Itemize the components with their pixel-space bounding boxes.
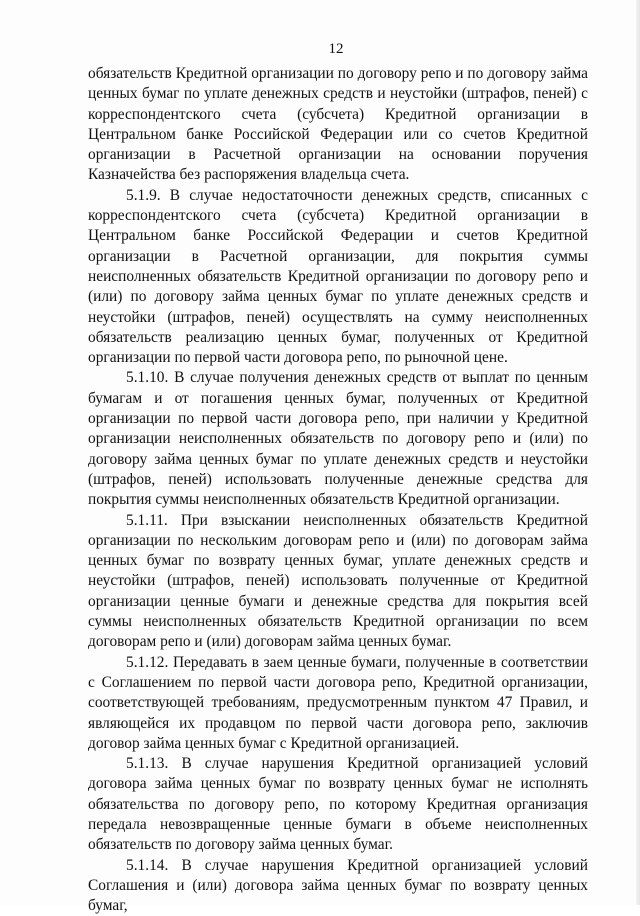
clause-number: 5.1.13. — [126, 755, 169, 773]
paragraph-text: В случае недостаточности денежных средств, списанных с корреспондентского счета (субсчета) Кредитной организации в Центральном банке Российской Федерации и счетов Кредитной организации в Расчетной организации, для покрытия суммы неисполненных обязательств Кредитной организации по договору репо и (или) по договору займа ценных бумаг по уплате денежных средств и неустойки (штрафов, пеней) осуществлять на сумму неисполненных обязательств реализацию ценных бумаг, полученных от Кредитной организации по первой части договора репо, по рыночной цене. — [88, 186, 588, 367]
clause-number: 5.1.11. — [126, 511, 168, 529]
paragraph-text: обязательств Кредитной организации по договору репо и по договору займа ценных бумаг по уплате денежных средств и неустойки (штрафов, пеней) с корреспондентского счета (субсчета) Кредитной организации в Центральном банке Российской Федерации или со счетов Кредитной организации в Расчетной организации на основании поручения Казначейства без распоряжения владельца счета. — [88, 65, 588, 184]
clause-number: 5.1.10. — [126, 369, 169, 387]
clause-number: 5.1.14. — [126, 856, 169, 874]
document-body — [88, 64, 588, 916]
paragraph-text: В случае нарушения Кредитной организацией условий договора займа ценных бумаг по возврату ценных бумаг не исполнять обязательства по договору репо, по которому Кредитная организация передала невозвращенные ценные бумаги в объеме неисполненных обязательств по договору займа ценных бумаг. — [88, 755, 588, 854]
paragraph-text: При взыскании неисполненных обязательств Кредитной организации по нескольким договорам репо и (или) по договорам займа ценных бумаг по возврату ценных бумаг, уплате денежных средств и неустойки (штрафов, пеней) использовать полученные от Кредитной организации ценные бумаги и денежные средства для покрытия всей суммы неисполненных обязательств Кредитной организации по всем договорам репо и (или) договорам займа ценных бумаг. — [88, 511, 588, 651]
paragraph-5-1-9 — [88, 186, 588, 369]
paragraph-5-1-14 — [88, 856, 588, 916]
clause-number: 5.1.9. — [126, 186, 161, 204]
paragraph-text: В случае получения денежных средств от выплат по ценным бумагам и от погашения ценных бумаг, полученных от Кредитной организации по первой части договора репо, при наличии у Кредитной организации неисполненных обязательств по договору репо и (или) по договору займа ценных бумаг по уплате денежных средств и неустойки (штрафов, пеней) использовать полученные денежные средства для покрытия суммы неисполненных обязательств Кредитной организации. — [88, 369, 588, 509]
paragraph-5-1-13 — [88, 754, 588, 855]
paragraph-text: В случае нарушения Кредитной организацией условий Соглашения и (или) договора займа ценных бумаг по возврату ценных бумаг, — [88, 856, 588, 915]
paragraph-text: Передавать в заем ценные бумаги, полученные в соответствии с Соглашением по первой части договора репо, Кредитной организации, соответствующей требованиям, предусмотренным пунктом 47 Правил, и являющейся их продавцом по первой части договора репо, заключив договор займа ценных бумаг с Кредитной организацией. — [88, 653, 588, 752]
paragraph-continuation — [88, 64, 588, 186]
page-number: 12 — [328, 41, 344, 57]
page-edge-shadow — [636, 0, 640, 905]
paragraph-5-1-12 — [88, 653, 588, 754]
clause-number: 5.1.12. — [126, 653, 169, 671]
paragraph-5-1-10 — [88, 368, 588, 510]
paragraph-5-1-11 — [88, 511, 588, 653]
